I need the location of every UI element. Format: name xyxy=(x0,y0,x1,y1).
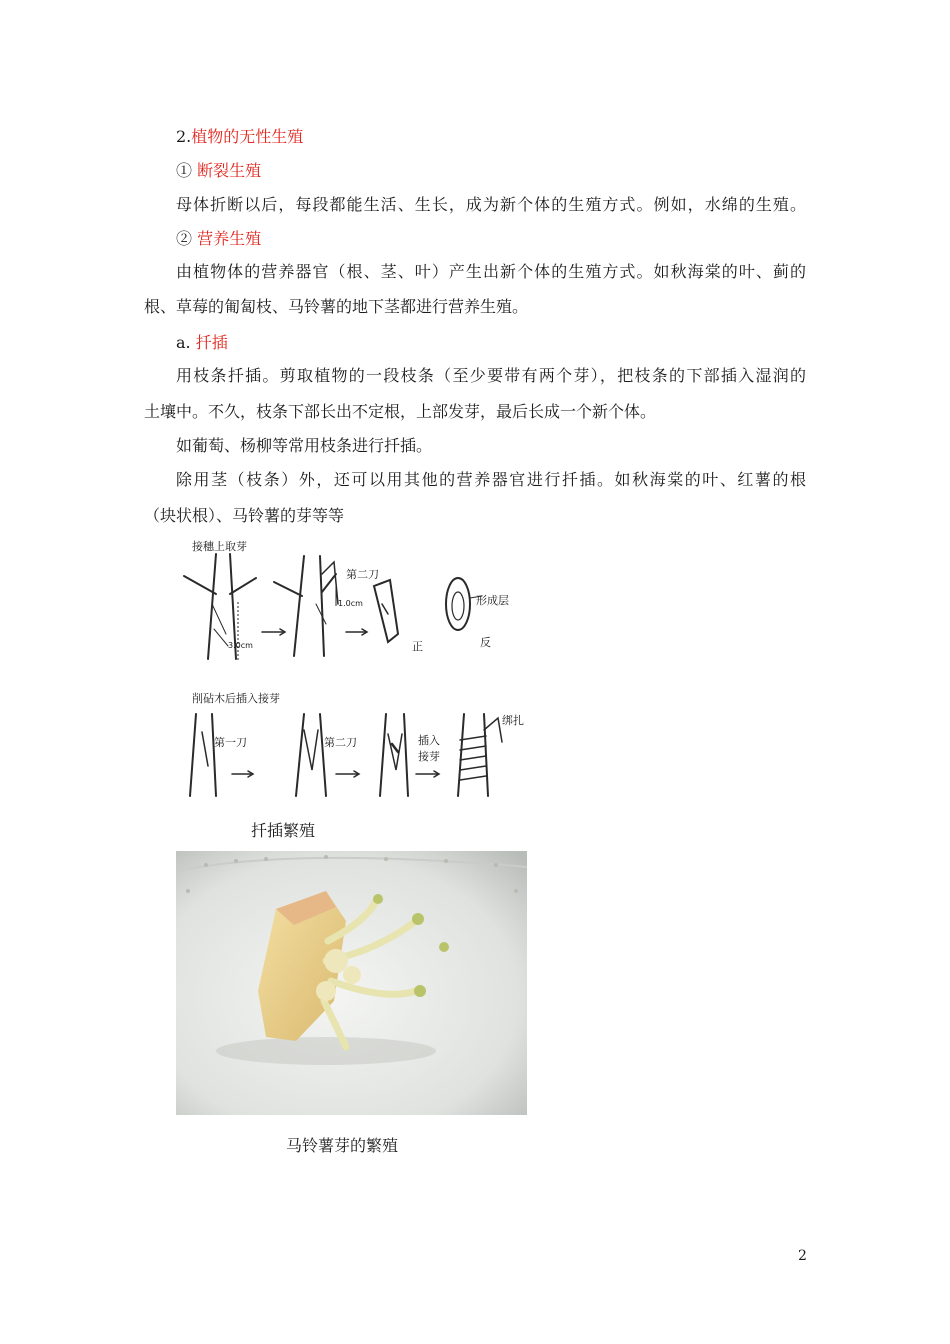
cutting-figure-caption: 扦插繁殖 xyxy=(251,821,316,840)
cutting-heading xyxy=(176,333,228,353)
cutting-p1-line1: 用枝条扦插。剪取植物的一段枝条（至少要带有两个芽），把枝条的下部插入湿润的 xyxy=(176,366,806,385)
vegetative-heading xyxy=(176,229,261,249)
cutting-p3-line1: 除用茎（枝条）外，还可以用其他的营养器官进行扦插。如秋海棠的叶、红薯的根 xyxy=(176,470,806,489)
cutting-p3-line2: （块状根）、马铃薯的芽等等 xyxy=(144,506,345,525)
fragmentation-text: 母体折断以后，每段都能生活、生长，成为新个体的生殖方式。例如，水绵的生殖。 xyxy=(176,195,806,214)
page-number: 2 xyxy=(798,1248,807,1264)
diagram-bottom-title: 削砧木后插入接芽 xyxy=(192,692,280,705)
section-heading xyxy=(176,127,303,147)
cutting-p1-line2: 土壤中。不久，枝条下部长出不定根，上部发芽，最后长成一个新个体。 xyxy=(144,402,657,421)
section-number: 2. xyxy=(176,127,192,146)
cutting-title: 扦插 xyxy=(195,333,228,352)
diagram-insert-label-2: 接芽 xyxy=(418,750,440,763)
diagram-bind-label: 绑扎 xyxy=(502,714,524,727)
potato-photo-svg xyxy=(176,851,527,1115)
vegetative-text-line1: 由植物体的营养器官（根、茎、叶）产生出新个体的生殖方式。如秋海棠的叶、蓟的 xyxy=(176,262,806,281)
diagram-cambium-label: 形成层 xyxy=(476,594,509,607)
potato-sprout-photo xyxy=(176,851,527,1115)
fragmentation-marker: ① xyxy=(176,161,193,180)
diagram-second-cut-b-label: 第二刀 xyxy=(324,736,357,749)
cutting-diagram-svg xyxy=(176,534,536,798)
diagram-measure-large: 3.0cm xyxy=(228,641,253,650)
section-title: 植物的无性生殖 xyxy=(191,127,304,146)
potato-figure-caption: 马铃薯芽的繁殖 xyxy=(286,1136,399,1155)
diagram-second-cut-label: 第二刀 xyxy=(346,568,379,581)
fragmentation-title: 断裂生殖 xyxy=(197,161,262,180)
cutting-diagram xyxy=(176,534,536,798)
diagram-front-label: 正 xyxy=(412,640,423,653)
diagram-insert-label-1: 插入 xyxy=(418,734,440,747)
diagram-measure-small: 1.0cm xyxy=(338,599,363,608)
diagram-top-title: 接穗上取芽 xyxy=(192,540,247,553)
fragmentation-heading xyxy=(176,161,261,181)
diagram-first-cut-label: 第一刀 xyxy=(214,736,247,749)
diagram-back-label: 反 xyxy=(480,636,491,649)
cutting-marker: a. xyxy=(176,333,191,352)
vegetative-marker: ② xyxy=(176,229,193,248)
cutting-p2: 如葡萄、杨柳等常用枝条进行扦插。 xyxy=(176,436,433,455)
vegetative-title: 营养生殖 xyxy=(197,229,262,248)
vegetative-text-line2: 根、草莓的匍匐枝、马铃薯的地下茎都进行营养生殖。 xyxy=(144,297,529,316)
